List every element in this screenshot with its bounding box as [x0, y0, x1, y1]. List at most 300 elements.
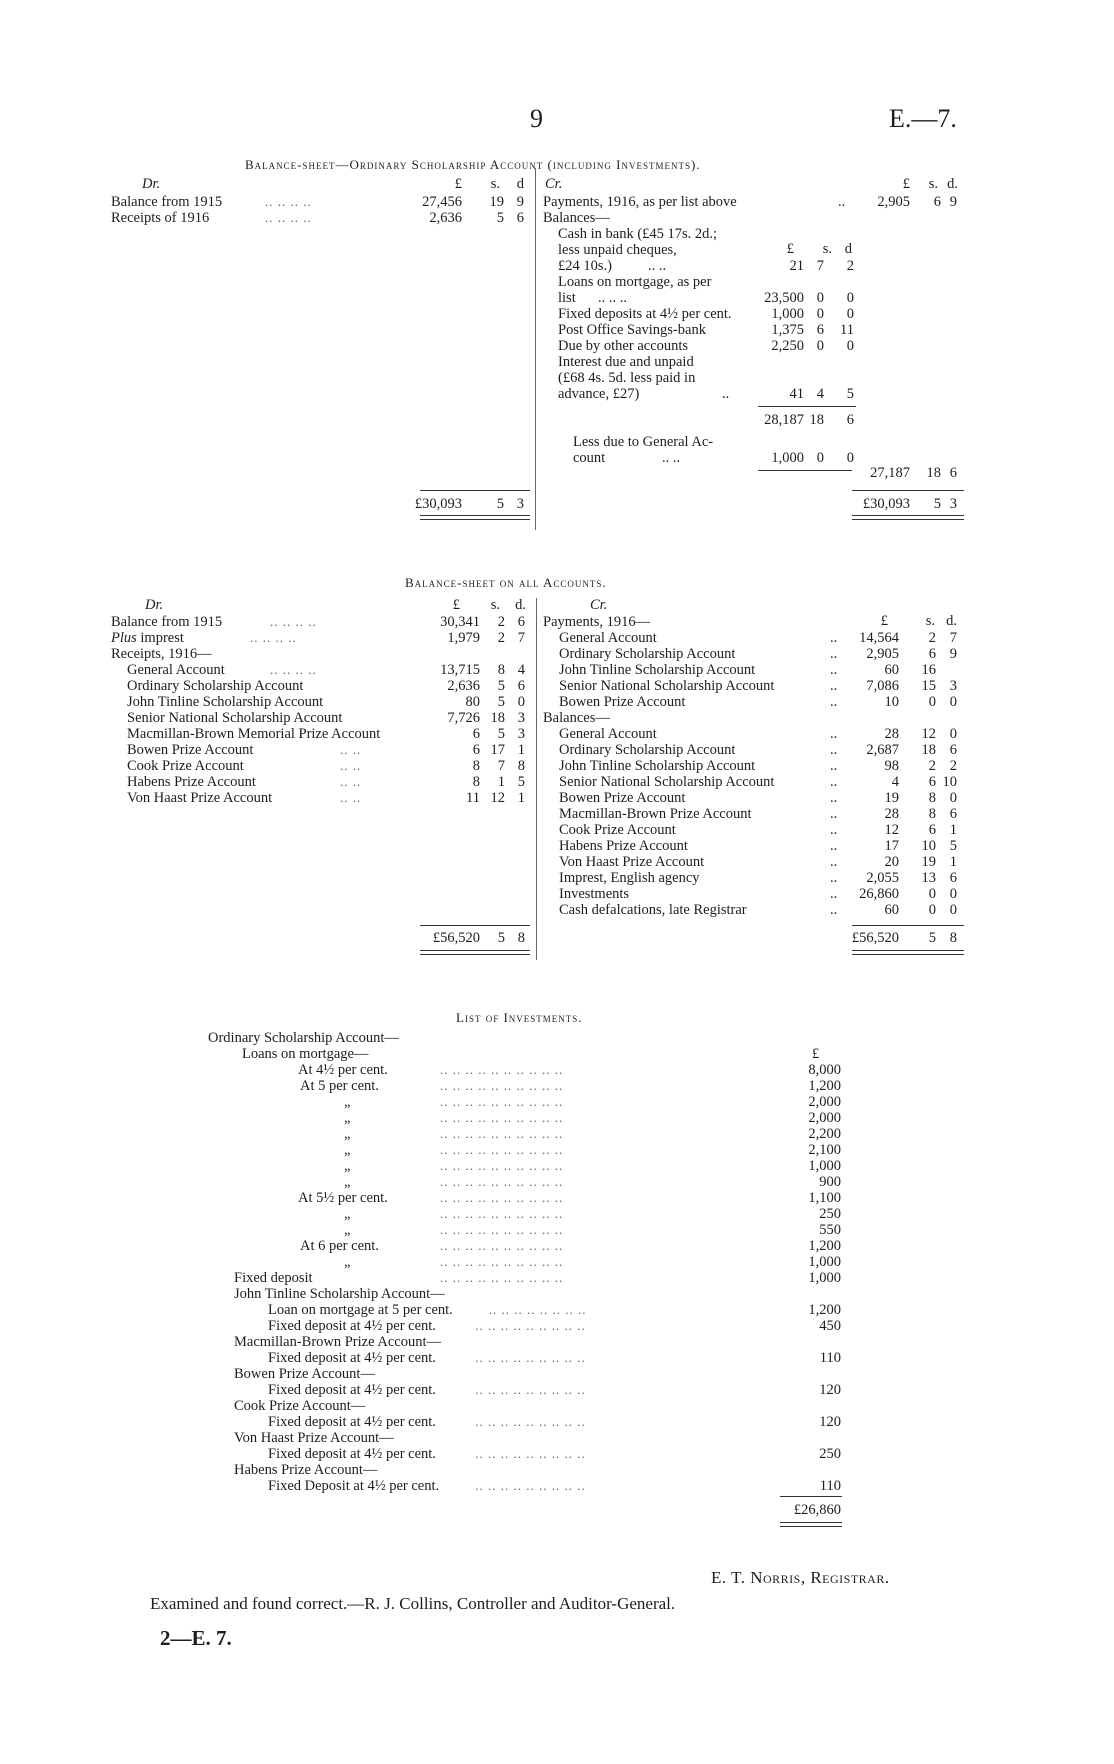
cr-row-shillings: 8: [928, 790, 936, 806]
investment-row-label: Fixed deposit at 4½ per cent.: [268, 1414, 436, 1430]
investment-row-amount: 250: [819, 1446, 841, 1462]
dr-pound-heading: £: [454, 176, 462, 192]
cr-total-shillings: 5: [933, 496, 941, 512]
loans-amount-pence: 0: [846, 290, 854, 306]
investment-row-label: Cook Prize Account—: [234, 1398, 366, 1414]
cr-total-pounds: £56,520: [851, 930, 899, 946]
cr-row-label: Payments, 1916—: [543, 614, 651, 630]
cash-line: £24 10s.): [558, 258, 612, 274]
payments-shillings: 6: [933, 194, 941, 210]
inner-row-shillings: 0: [816, 306, 824, 322]
dr-total-rule: [420, 490, 530, 491]
balances-label: Balances—: [543, 210, 610, 226]
dr-row-pence: 1: [517, 790, 525, 806]
cr-row-label: Bowen Prize Account: [559, 694, 686, 710]
cash-line: Cash in bank (£45 17s. 2d.;: [558, 226, 718, 242]
dr-row-pounds: 11: [466, 790, 480, 806]
cr-row-dots: ..: [830, 854, 838, 870]
dr-row-pence: 1: [517, 742, 525, 758]
cash-dots: .. ..: [648, 258, 667, 274]
cr-pence-heading: d.: [947, 176, 958, 192]
dr-row-pounds: 7,726: [447, 710, 480, 726]
investment-row-amount: 8,000: [808, 1062, 841, 1078]
investment-row-label: Macmillan-Brown Prize Account—: [234, 1334, 441, 1350]
dr-row-shillings: 7: [497, 758, 505, 774]
cr-row-label: Macmillan-Brown Prize Account: [559, 806, 752, 822]
investment-row-label: „: [344, 1126, 351, 1142]
cr-row-pounds: 17: [884, 838, 899, 854]
cr-row-dots: ..: [830, 838, 838, 854]
investment-row-label: Habens Prize Account—: [234, 1462, 378, 1478]
investment-row-amount: 1,000: [808, 1254, 841, 1270]
cr-row-shillings: 2: [928, 630, 936, 646]
investment-row-label: „: [344, 1222, 351, 1238]
dr-row-label: Balance from 1915: [111, 614, 223, 630]
cr-row-pounds: 19: [884, 790, 899, 806]
interest-dots: ..: [722, 386, 730, 402]
interest-line: (£68 4s. 5d. less paid in: [558, 370, 696, 386]
cr-total-rule: [852, 490, 964, 491]
cr-row-pence: 9: [949, 646, 957, 662]
investment-row-amount: 2,200: [808, 1126, 841, 1142]
sheet1-divider: [535, 168, 536, 530]
cr-row-pounds: 60: [884, 662, 899, 678]
investment-row-dots: .. .. .. .. .. .. .. .. ..: [475, 1382, 586, 1397]
cr-row-label: Senior National Scholarship Account: [559, 678, 775, 694]
investment-row-amount: 2,100: [808, 1142, 841, 1158]
dr-row-pounds: 80: [465, 694, 480, 710]
signature-mark: 2—E. 7.: [160, 1626, 232, 1650]
investment-row-dots: .. .. .. .. .. .. .. .. ..: [475, 1414, 586, 1429]
cr-row-pounds: 14,564: [859, 630, 899, 646]
cr-row-pounds: 20: [884, 854, 899, 870]
cr-row-dots: ..: [830, 886, 838, 902]
cr-row-shillings: 13: [921, 870, 936, 886]
dr-row-pence: 5: [517, 774, 525, 790]
cr-row-label: Cash defalcations, late Registrar: [559, 902, 747, 918]
cr-row-shillings: 0: [928, 886, 936, 902]
dr-row-label: Von Haast Prize Account: [127, 790, 273, 806]
dr-row-label: General Account: [127, 662, 225, 678]
cr-row-label: Cook Prize Account: [559, 822, 676, 838]
dr-row-pence: 6: [517, 614, 525, 630]
cr-shilling-heading: s.: [928, 176, 938, 192]
cr-row-label: General Account: [559, 726, 657, 742]
investment-row-label: At 5 per cent.: [300, 1078, 379, 1094]
dr-row-pounds: 6: [472, 742, 480, 758]
dr-row-shillings: 5: [497, 694, 505, 710]
examined-statement: Examined and found correct.—R. J. Collins, Controller and Auditor-General.: [150, 1594, 676, 1613]
cr-row-label: Ordinary Scholarship Account: [559, 742, 736, 758]
cr-row-label: Imprest, English agency: [559, 870, 700, 886]
investment-row-label: Fixed deposit at 4½ per cent.: [268, 1318, 436, 1334]
cr-row-shillings: 16: [921, 662, 936, 678]
cr-total-double-rule: [852, 515, 964, 520]
investment-row-amount: 1,200: [808, 1302, 841, 1318]
payments-pence: 9: [949, 194, 957, 210]
cr-row-dots: ..: [830, 870, 838, 886]
investment-row-amount: 1,200: [808, 1078, 841, 1094]
less-dots: .. ..: [662, 450, 681, 466]
cr-pound-heading: £: [880, 613, 888, 629]
investment-row-dots: .. .. .. .. .. .. .. .. ..: [475, 1478, 586, 1493]
cr-row-pence: 1: [949, 854, 957, 870]
inner-pound-heading: £: [786, 241, 794, 257]
investment-row-amount: 250: [819, 1206, 841, 1222]
interest-amount-shillings: 4: [816, 386, 824, 402]
dr-shilling-heading: s.: [490, 597, 500, 613]
investment-row-amount: 550: [819, 1222, 841, 1238]
dr-row-shillings: 19: [489, 194, 504, 210]
investment-row-amount: 120: [819, 1382, 841, 1398]
inner-row-shillings: 0: [816, 338, 824, 354]
dr-total-rule: [420, 925, 530, 926]
net-balance-pence: 6: [949, 465, 957, 481]
investment-row-label: „: [344, 1206, 351, 1222]
cr-row-pence: 1: [949, 822, 957, 838]
cr-row-label: General Account: [559, 630, 657, 646]
investment-row-dots: .. .. .. .. .. .. .. .. .. ..: [440, 1254, 564, 1269]
cr-total-pounds: £30,093: [862, 496, 910, 512]
inner-row-pence: 0: [846, 306, 854, 322]
cr-row-pounds: 26,860: [859, 886, 899, 902]
dr-row-pence: 7: [517, 630, 525, 646]
investment-row-label: „: [344, 1110, 351, 1126]
cr-row-dots: ..: [830, 694, 838, 710]
cr-row-dots: ..: [830, 678, 838, 694]
cr-row-pounds: 2,687: [866, 742, 899, 758]
cr-row-label: Senior National Scholarship Account: [559, 774, 775, 790]
cr-row-label: Investments: [559, 886, 630, 902]
cr-row-dots: ..: [830, 790, 838, 806]
net-balance-shillings: 18: [926, 465, 941, 481]
cr-row-pounds: 4: [891, 774, 899, 790]
dr-row-shillings: 8: [497, 662, 505, 678]
dr-row-shillings: 18: [490, 710, 505, 726]
dr-row-label: Macmillan-Brown Memorial Prize Account: [127, 726, 381, 742]
loans-amount-shillings: 0: [816, 290, 824, 306]
investments-currency-heading: £: [812, 1046, 820, 1062]
investment-row-amount: 110: [819, 1478, 841, 1494]
dr-row-label: Bowen Prize Account: [127, 742, 254, 758]
investment-row-label: Fixed deposit at 4½ per cent.: [268, 1446, 436, 1462]
dr-row-pence: 0: [517, 694, 525, 710]
cr-row-dots: ..: [830, 646, 838, 662]
dr-row-label: Cook Prize Account: [127, 758, 244, 774]
interest-amount-pounds: 41: [789, 386, 804, 402]
inner-row-pounds: 1,375: [771, 322, 804, 338]
investment-row-amount: 2,000: [808, 1094, 841, 1110]
dr-row-label: Plus imprest: [111, 630, 184, 646]
subtotal-pounds: 28,187: [764, 412, 804, 428]
cr-row-dots: ..: [830, 726, 838, 742]
dr-row-pounds: 30,341: [440, 614, 480, 630]
net-rule: [758, 470, 852, 471]
cr-row-shillings: 15: [921, 678, 936, 694]
cr-row-shillings: 18: [921, 742, 936, 758]
dr-pound-heading: £: [452, 597, 460, 613]
cr-total-pence: 8: [949, 930, 957, 946]
cash-line: less unpaid cheques,: [558, 242, 677, 258]
investment-row-amount: 110: [819, 1350, 841, 1366]
investment-row-dots: .. .. .. .. .. .. .. .. .. ..: [440, 1158, 564, 1173]
investment-row-label: At 6 per cent.: [300, 1238, 379, 1254]
payments-pounds: 2,905: [877, 194, 910, 210]
cr-row-pence: 7: [949, 630, 957, 646]
dr-row-label: Receipts, 1916—: [111, 646, 212, 662]
cr-row-pence: 0: [949, 790, 957, 806]
investment-row-dots: .. .. .. .. .. .. .. .. .. ..: [440, 1222, 564, 1237]
cr-row-pounds: 28: [884, 726, 899, 742]
investment-row-dots: .. .. .. .. .. .. .. .. .. ..: [440, 1270, 564, 1285]
cr-total-pence: 3: [949, 496, 957, 512]
investment-row-amount: 1,000: [808, 1158, 841, 1174]
investment-row-dots: .. .. .. .. .. .. .. .. .. ..: [440, 1238, 564, 1253]
cr-row-shillings: 2: [928, 758, 936, 774]
investment-row-amount: 450: [819, 1318, 841, 1334]
dr-total-pounds: £56,520: [432, 930, 480, 946]
cr-row-shillings: 0: [928, 902, 936, 918]
investment-row-label: Ordinary Scholarship Account—: [208, 1030, 399, 1046]
investment-row-dots: .. .. .. .. .. .. .. .. .. ..: [440, 1206, 564, 1221]
less-amount-shillings: 0: [816, 450, 824, 466]
dr-shilling-heading: s.: [490, 176, 500, 192]
subtotal-pence: 6: [846, 412, 854, 428]
cr-row-label: Balances—: [543, 710, 610, 726]
cr-row-dots: ..: [830, 806, 838, 822]
dr-row-shillings: 5: [496, 210, 504, 226]
investment-row-label: „: [344, 1254, 351, 1270]
cr-row-shillings: 6: [928, 646, 936, 662]
inner-row-shillings: 6: [816, 322, 824, 338]
investment-row-label: Loans on mortgage—: [242, 1046, 369, 1062]
investments-total-double-rule: [780, 1522, 842, 1527]
cr-row-label: John Tinline Scholarship Account: [559, 662, 756, 678]
inner-row-label: Fixed deposits at 4½ per cent.: [558, 306, 732, 322]
investment-row-label: Von Haast Prize Account—: [234, 1430, 394, 1446]
investment-row-dots: .. .. .. .. .. .. .. .. .. ..: [440, 1174, 564, 1189]
cr-row-dots: ..: [830, 774, 838, 790]
cr-row-pounds: 28: [884, 806, 899, 822]
cr-pence-heading: d.: [946, 613, 957, 629]
cr-label: Cr.: [590, 597, 608, 613]
cr-row-dots: ..: [830, 902, 838, 918]
document-reference: E.—7.: [889, 104, 957, 133]
cr-row-pounds: 10: [884, 694, 899, 710]
cr-row-shillings: 12: [921, 726, 936, 742]
dr-label: Dr.: [145, 597, 164, 613]
dr-row-shillings: 2: [497, 614, 505, 630]
page-number: 9: [530, 104, 543, 133]
dr-row-pounds: 8: [472, 774, 480, 790]
investment-row-amount: 1,200: [808, 1238, 841, 1254]
interest-line: advance, £27): [558, 386, 640, 402]
investment-row-dots: .. .. .. .. .. .. .. .. .. ..: [440, 1062, 564, 1077]
investment-row-dots: .. .. .. .. .. .. .. ..: [488, 1302, 587, 1317]
cash-amount-pounds: 21: [789, 258, 804, 274]
investment-row-dots: .. .. .. .. .. .. .. .. .. ..: [440, 1126, 564, 1141]
loans-line: Loans on mortgage, as per: [558, 274, 712, 290]
cr-row-pence: 6: [949, 742, 957, 758]
dr-total-pounds: £30,093: [414, 496, 462, 512]
investment-row-dots: .. .. .. .. .. .. .. .. ..: [475, 1318, 586, 1333]
cr-row-dots: ..: [830, 822, 838, 838]
cr-row-shillings: 6: [928, 822, 936, 838]
dr-row-label: Senior National Scholarship Account: [127, 710, 343, 726]
less-line: Less due to General Ac-: [573, 434, 714, 450]
cr-row-dots: ..: [830, 662, 838, 678]
cr-row-pounds: 98: [884, 758, 899, 774]
dr-row-dots: .. ..: [340, 758, 362, 773]
investment-row-amount: 120: [819, 1414, 841, 1430]
investment-row-dots: .. .. .. .. .. .. .. .. .. ..: [440, 1142, 564, 1157]
dr-row-pounds: 1,979: [447, 630, 480, 646]
cr-label: Cr.: [545, 176, 563, 192]
sheet2-title: Balance-sheet on all Accounts.: [405, 575, 607, 590]
loans-amount-pounds: 23,500: [764, 290, 804, 306]
dr-row-pounds: 8: [472, 758, 480, 774]
payments-dots: ..: [838, 194, 846, 210]
dr-total-pence: 8: [517, 930, 525, 946]
cr-total-rule: [852, 925, 964, 926]
inner-row-pence: 11: [840, 322, 854, 338]
investment-row-label: Fixed Deposit at 4½ per cent.: [268, 1478, 440, 1494]
cr-row-label: John Tinline Scholarship Account: [559, 758, 756, 774]
dr-total-double-rule: [420, 950, 530, 955]
cr-row-label: Von Haast Prize Account: [559, 854, 705, 870]
inner-row-label: Post Office Savings-bank: [558, 322, 706, 338]
cr-row-label: Ordinary Scholarship Account: [559, 646, 736, 662]
cr-shilling-heading: s.: [925, 613, 935, 629]
less-amount-pence: 0: [846, 450, 854, 466]
cr-row-label: Bowen Prize Account: [559, 790, 686, 806]
less-line: count: [573, 450, 606, 466]
dr-row-label-italic: Plus: [111, 630, 137, 646]
cr-row-dots: ..: [830, 742, 838, 758]
investment-row-amount: 2,000: [808, 1110, 841, 1126]
investment-row-amount: 1,000: [808, 1270, 841, 1286]
registrar-signature: E. T. Norris, Registrar.: [711, 1568, 890, 1587]
dr-row-dots: .. ..: [340, 774, 362, 789]
cr-row-pence: 6: [949, 806, 957, 822]
dr-row-pence: 6: [516, 210, 524, 226]
cash-amount-pence: 2: [846, 258, 854, 274]
dr-row-label: John Tinline Scholarship Account: [127, 694, 324, 710]
net-balance-pounds: 27,187: [870, 465, 910, 481]
dr-row-pounds: 2,636: [429, 210, 462, 226]
cr-row-pence: 3: [949, 678, 957, 694]
investment-row-label: Fixed deposit: [234, 1270, 313, 1286]
dr-row-dots: .. .. .. ..: [265, 194, 312, 209]
dr-row-label: Receipts of 1916: [111, 210, 210, 226]
subtotal-rule: [758, 406, 856, 407]
inner-row-label: Due by other accounts: [558, 338, 689, 354]
cr-row-pounds: 7,086: [866, 678, 899, 694]
investment-row-dots: .. .. .. .. .. .. .. .. .. ..: [440, 1094, 564, 1109]
dr-row-shillings: 5: [497, 726, 505, 742]
dr-row-shillings: 2: [497, 630, 505, 646]
investment-row-label: John Tinline Scholarship Account—: [234, 1286, 445, 1302]
investment-row-dots: .. .. .. .. .. .. .. .. .. ..: [440, 1190, 564, 1205]
investment-row-dots: .. .. .. .. .. .. .. .. ..: [475, 1446, 586, 1461]
cr-total-double-rule: [852, 950, 964, 955]
investments-total-rule: [780, 1496, 842, 1497]
investment-row-label: Bowen Prize Account—: [234, 1366, 375, 1382]
dr-row-label: Ordinary Scholarship Account: [127, 678, 304, 694]
dr-pence-heading: d: [516, 176, 524, 192]
interest-line: Interest due and unpaid: [558, 354, 694, 370]
dr-total-pence: 3: [516, 496, 524, 512]
cr-row-shillings: 8: [928, 806, 936, 822]
dr-row-dots: .. .. .. ..: [265, 210, 312, 225]
sheet2-divider: [536, 598, 537, 960]
interest-amount-pence: 5: [846, 386, 854, 402]
cr-row-pence: 10: [942, 774, 957, 790]
dr-total-shillings: 5: [497, 930, 505, 946]
cr-row-pence: 0: [949, 726, 957, 742]
cr-total-shillings: 5: [928, 930, 936, 946]
dr-row-pence: 4: [517, 662, 525, 678]
dr-total-shillings: 5: [496, 496, 504, 512]
cr-row-pence: 0: [949, 886, 957, 902]
dr-row-pence: 6: [517, 678, 525, 694]
dr-row-pence: 3: [517, 726, 525, 742]
dr-row-pounds: 6: [472, 726, 480, 742]
subtotal-shillings: 18: [809, 412, 824, 428]
cr-row-pounds: 2,905: [866, 646, 899, 662]
inner-row-pounds: 2,250: [771, 338, 804, 354]
dr-row-shillings: 5: [497, 678, 505, 694]
investment-row-dots: .. .. .. .. .. .. .. .. ..: [475, 1350, 586, 1365]
cr-row-pence: 0: [949, 902, 957, 918]
dr-row-pence: 9: [516, 194, 524, 210]
cr-row-shillings: 0: [928, 694, 936, 710]
dr-row-label: Habens Prize Account: [127, 774, 256, 790]
cr-row-shillings: 6: [928, 774, 936, 790]
dr-row-pence: 8: [517, 758, 525, 774]
investment-row-label: „: [344, 1142, 351, 1158]
dr-row-pounds: 2,636: [447, 678, 480, 694]
cr-row-pounds: 2,055: [866, 870, 899, 886]
investments-total: £26,860: [793, 1502, 841, 1518]
investment-row-label: At 4½ per cent.: [298, 1062, 388, 1078]
payments-label: Payments, 1916, as per list above: [543, 194, 737, 210]
dr-pence-heading: d.: [515, 597, 526, 613]
cr-row-pounds: 12: [884, 822, 899, 838]
investment-row-label: Fixed deposit at 4½ per cent.: [268, 1382, 436, 1398]
dr-row-dots: .. .. .. ..: [270, 614, 317, 629]
cash-amount-shillings: 7: [816, 258, 824, 274]
cr-row-pounds: 60: [884, 902, 899, 918]
cr-pound-heading: £: [902, 176, 910, 192]
inner-pence-heading: d: [844, 241, 852, 257]
inner-shilling-heading: s.: [822, 241, 832, 257]
cr-row-dots: ..: [830, 758, 838, 774]
dr-row-shillings: 1: [497, 774, 505, 790]
investment-row-label: Fixed deposit at 4½ per cent.: [268, 1350, 436, 1366]
dr-row-pence: 3: [517, 710, 525, 726]
investment-row-amount: 900: [819, 1174, 841, 1190]
inner-row-pence: 0: [846, 338, 854, 354]
investment-row-dots: .. .. .. .. .. .. .. .. .. ..: [440, 1078, 564, 1093]
dr-row-dots: .. ..: [340, 790, 362, 805]
cr-row-dots: ..: [830, 630, 838, 646]
dr-label: Dr.: [142, 176, 161, 192]
dr-row-dots: .. ..: [340, 742, 362, 757]
cr-row-shillings: 10: [921, 838, 936, 854]
investment-row-label: „: [344, 1174, 351, 1190]
investments-title: List of Investments.: [456, 1010, 583, 1025]
